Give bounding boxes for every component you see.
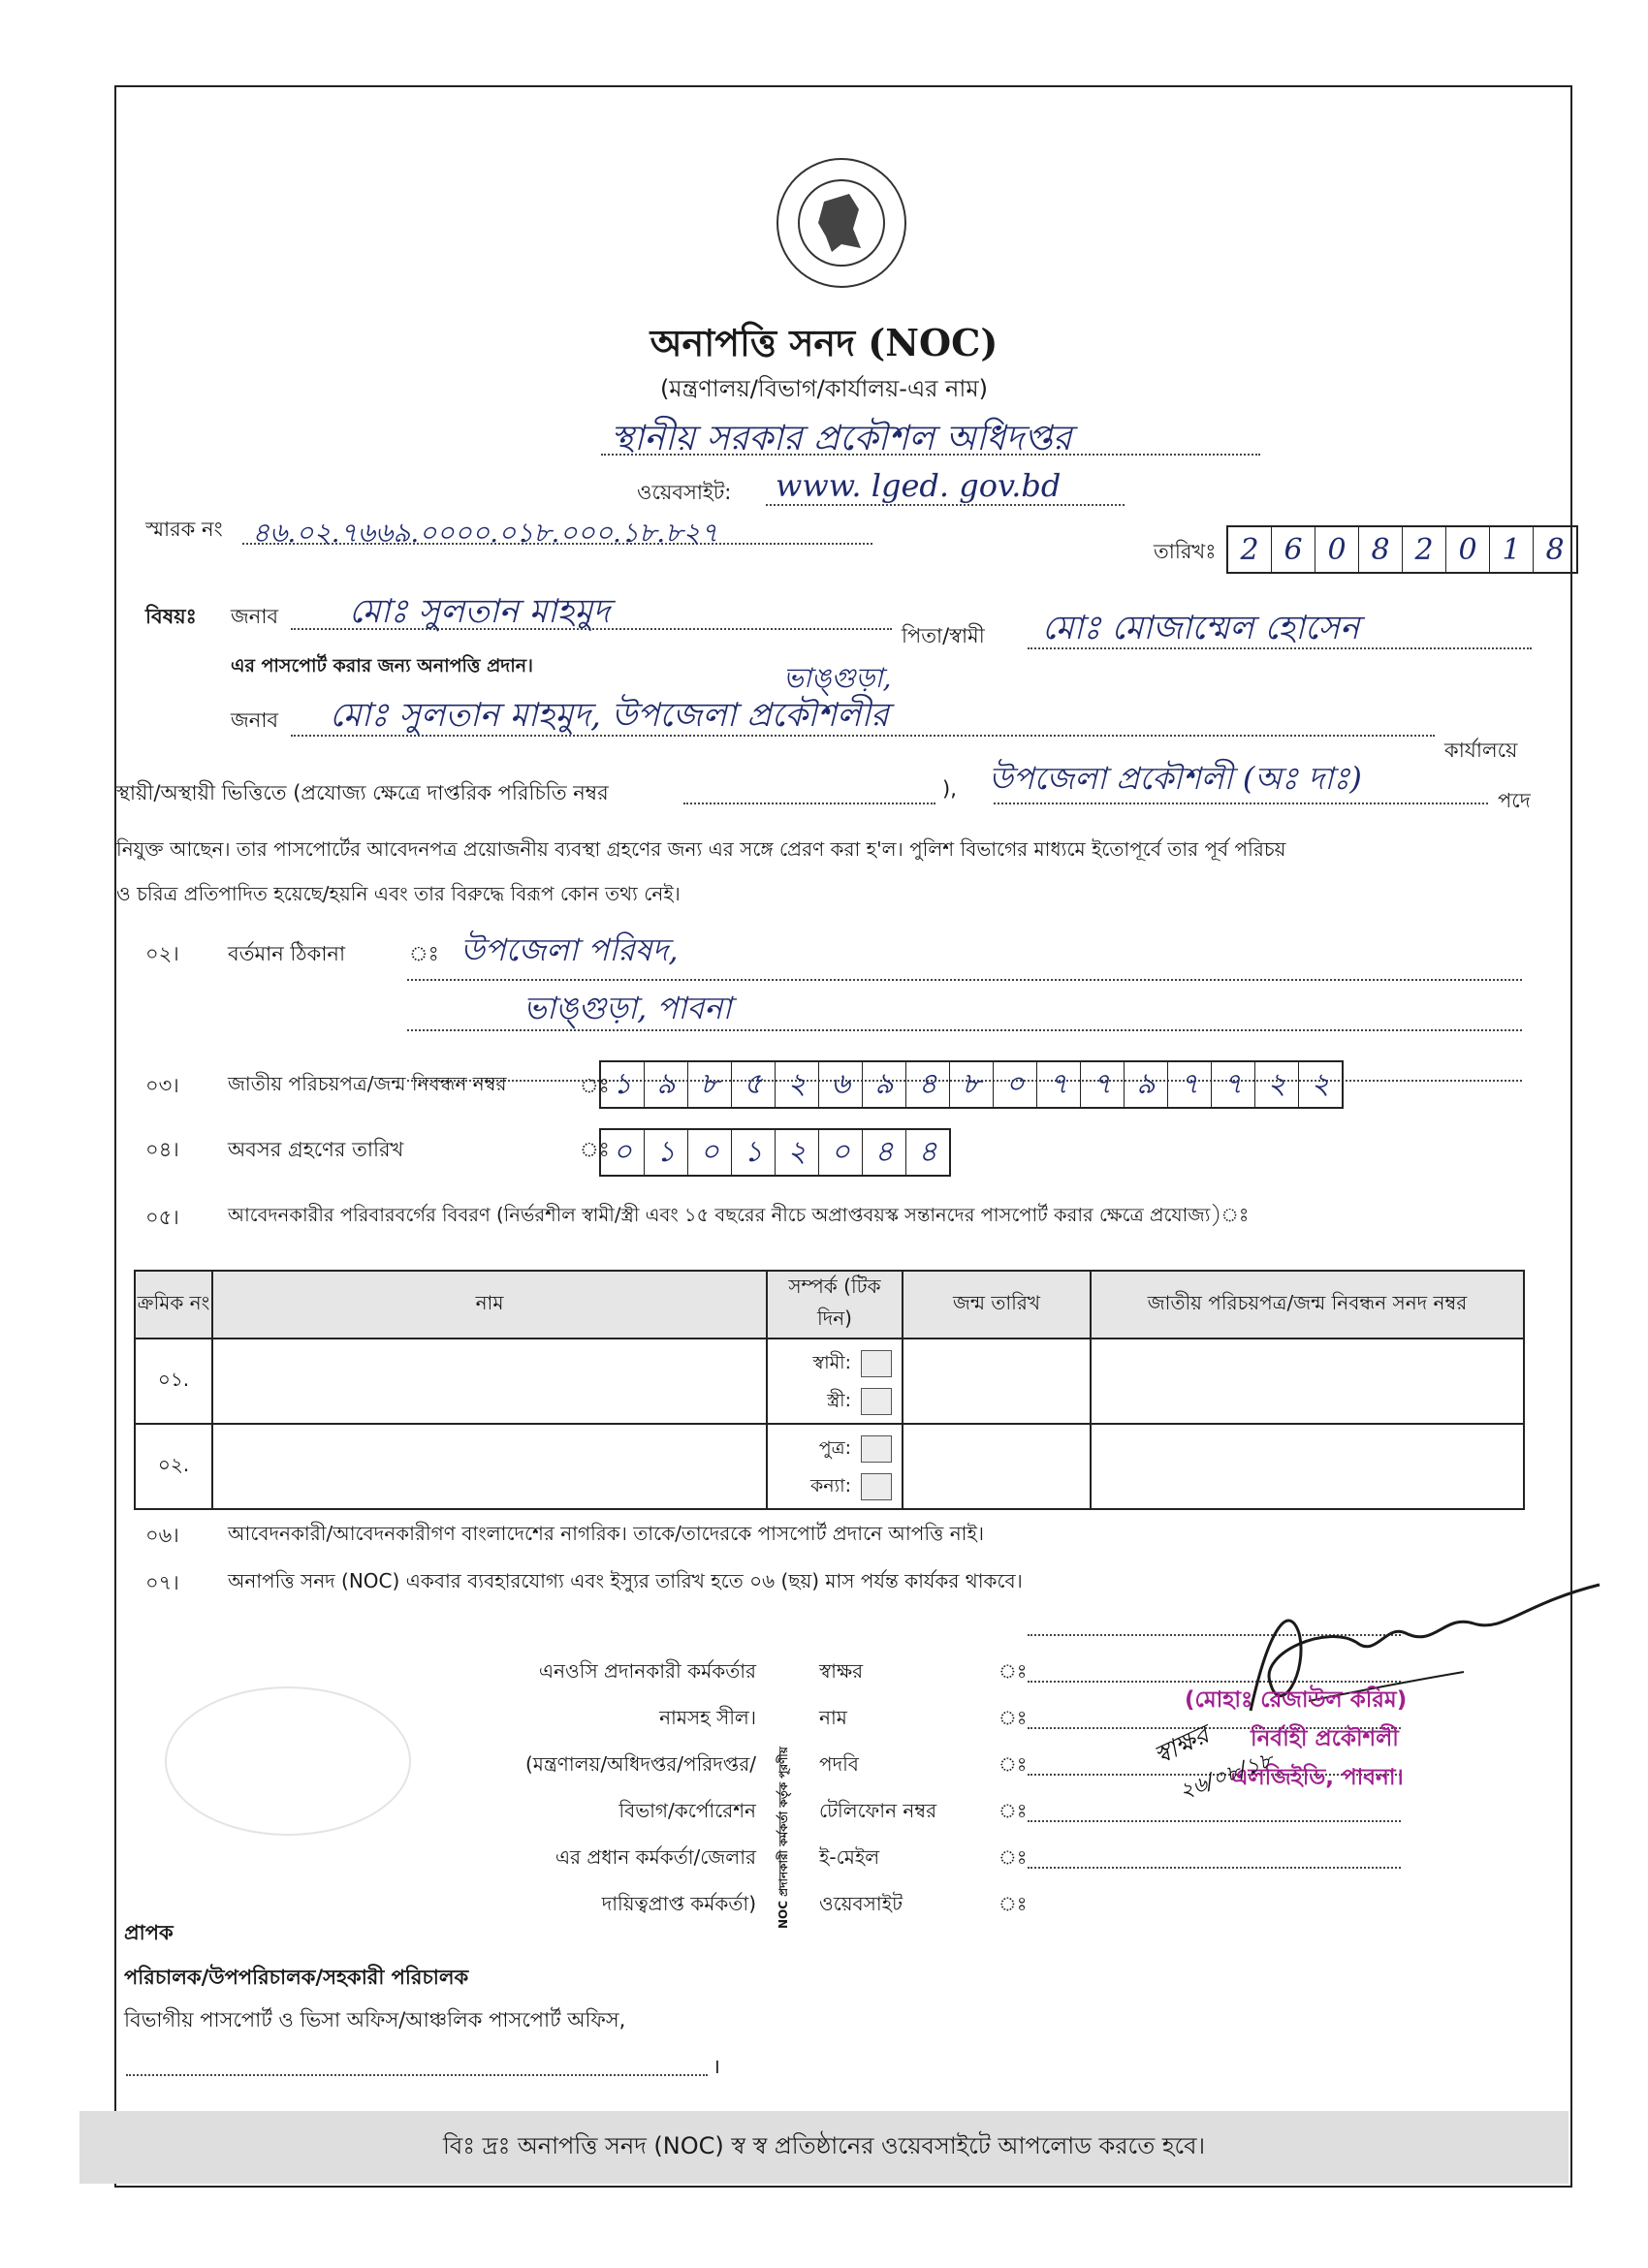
signatory-fields: স্বাক্ষর ঃ নাম ঃ পদবি ঃ টেলিফোন নম্বর ঃ ই-মেইল ঃ ওয়েবসাইট ঃ — [819, 1648, 1546, 1927]
website-value: www. lged. gov.bd — [776, 467, 1062, 504]
body-mr-label: জনাব — [231, 709, 279, 732]
nid-digit: ২ — [775, 1062, 818, 1107]
website-field[interactable] — [1028, 1867, 1401, 1869]
signature-scrawl: স্বাক্ষর — [1149, 1720, 1214, 1772]
relation-label: স্বামী: — [812, 1352, 851, 1373]
item-07-text: অনাপত্তি সনদ (NOC) একবার ব্যবহারযোগ্য এবং ইস্যুর তারিখ হতে ০৬ (ছয়) মাস পর্যন্ত কার্যকর থাকবে। — [228, 1569, 1023, 1592]
table-row — [135, 1424, 1524, 1509]
relation-label: স্ত্রী: — [827, 1390, 851, 1411]
nid-digit: ৮ — [687, 1062, 731, 1107]
retire-digit: ৪ — [862, 1130, 905, 1175]
table-row — [135, 1339, 1524, 1424]
recipient-line1: পরিচালক/উপপরিচালক/সহকারী পরিচালক — [124, 1966, 469, 1989]
row-serial: ০১. — [135, 1339, 212, 1424]
retire-digit: ২ — [775, 1130, 818, 1175]
col-birthdate: জন্ম তারিখ — [903, 1271, 1091, 1339]
row-birthdate-cell[interactable] — [903, 1424, 1091, 1509]
nid-digit: ২ — [1254, 1062, 1298, 1107]
body-line4: ও চরিত্র প্রতিপাদিত হয়েছে/হয়নি এবং তার বিরুদ্ধে বিরূপ কোন তথ্য নেই। — [116, 882, 681, 905]
signatory-left-line: এনওসি প্রদানকারী কর্মকর্তার — [538, 1659, 756, 1683]
website-label: ওয়েবসাইট: — [637, 481, 732, 504]
footer-note: বিঃ দ্রঃ অনাপত্তি সনদ (NOC) স্ব স্ব প্রতিষ্ঠানের ওয়েবসাইটে আপলোড করতে হবে। — [442, 2131, 1206, 2159]
recipient-line2: বিভাগীয় পাসপোর্ট ও ভিসা অফিস/আঞ্চলিক পাসপোর্ট অফিস, — [124, 2008, 626, 2032]
nid-digit: ৯ — [644, 1062, 687, 1107]
retire-digit: ৪ — [905, 1130, 949, 1175]
col-relation: সম্পর্ক (টিক দিন) — [767, 1271, 903, 1339]
col-name: নাম — [212, 1271, 767, 1339]
government-seal — [764, 155, 919, 291]
row-nid-cell[interactable] — [1091, 1424, 1524, 1509]
item-03-label: জাতীয় পরিচয়পত্র/জন্ম নিবন্ধন নম্বর — [228, 1072, 507, 1095]
nid-digit: ৬ — [818, 1062, 862, 1107]
col-serial: ক্রমিক নং — [135, 1271, 212, 1339]
signatory-left-line: (মন্ত্রণালয়/অধিদপ্তর/পরিদপ্তর/ — [524, 1752, 756, 1776]
col-nid: জাতীয় পরিচয়পত্র/জন্ম নিবন্ধন সনদ নম্বর — [1091, 1271, 1524, 1339]
post-suffix: পদে — [1498, 789, 1531, 812]
faded-round-stamp — [165, 1686, 411, 1836]
date-label: তারিখঃ — [1154, 540, 1217, 563]
retirement-date-boxes — [599, 1128, 951, 1177]
row-relation-cell — [767, 1339, 903, 1424]
row-nid-cell[interactable] — [1091, 1339, 1524, 1424]
relation-label: কন্যা: — [809, 1475, 851, 1496]
relation-checkbox[interactable] — [861, 1388, 892, 1415]
item-05-number: ০৫। — [145, 1206, 179, 1229]
nid-boxes — [599, 1060, 1344, 1109]
item-04-number: ০৪। — [145, 1138, 179, 1161]
item-03-number: ০৩। — [145, 1074, 179, 1097]
date-digit: 0 — [1315, 527, 1358, 572]
signature-date: ২৬/০৮/১৮ — [1176, 1748, 1277, 1805]
website-line — [766, 504, 1125, 506]
relation-checkbox[interactable] — [861, 1350, 892, 1377]
nid-digit: ৭ — [1036, 1062, 1080, 1107]
retire-digit: ১ — [644, 1130, 687, 1175]
item-02-colon: ঃ — [409, 942, 439, 965]
row-name-cell[interactable] — [212, 1424, 767, 1509]
memo-number: ৪৬.০২.৭৬৬৯.০০০০.০১৮.০০০.১৮.৮২৭ — [252, 517, 718, 549]
family-table-header — [135, 1271, 1524, 1339]
item-04-label: অবসর গ্রহণের তারিখ — [228, 1138, 404, 1161]
body-line3: নিযুক্ত আছেন। তার পাসপোর্টের আবেদনপত্র প্রয়োজনীয় ব্যবস্থা গ্রহণের জন্য এর সঙ্গে প্রেরণ করা হ'ল। পুলিশ বিভাগের মাধ্যমে ইতোপূর্বে তার পূর্ব পরিচয় — [116, 837, 1286, 861]
recipient-office-line — [126, 2074, 708, 2076]
subject-purpose: এর পাসপোর্ট করার জন্য অনাপত্তি প্রদান। — [231, 655, 533, 677]
office-name: স্থানীয় সরকার প্রকৌশল অধিদপ্তর — [611, 419, 1072, 458]
address-line2: ভাঙ্গুড়া, পাবনা — [523, 990, 732, 1026]
row-name-cell[interactable] — [212, 1339, 767, 1424]
retire-digit: ০ — [818, 1130, 862, 1175]
row-relation-cell — [767, 1424, 903, 1509]
signatory-left-block — [427, 1648, 756, 1927]
office-suffix: কার্যালয়ে — [1444, 739, 1518, 762]
item-07-number: ০৭। — [145, 1571, 179, 1594]
father-label: পিতা/স্বামী — [902, 624, 985, 647]
address-line-1 — [407, 979, 1522, 981]
date-digit: 0 — [1445, 527, 1489, 572]
email-field[interactable] — [1028, 1820, 1401, 1822]
relation-checkbox[interactable] — [861, 1473, 892, 1500]
address-line1: উপজেলা পরিষদ, — [460, 931, 679, 968]
body-name-office: মোঃ সুলতান মাহমুদ, উপজেলা প্রকৌশলীর — [330, 696, 889, 735]
retire-digit: ১ — [731, 1130, 775, 1175]
nid-digit: ৯ — [1124, 1062, 1167, 1107]
page-subtitle: (মন্ত্রণালয়/বিভাগ/কার্যালয়-এর নাম) — [659, 375, 989, 402]
row-serial: ০২. — [135, 1424, 212, 1509]
date-digit: 2 — [1402, 527, 1445, 572]
nid-digit: ৭ — [1211, 1062, 1254, 1107]
vertical-label: NOC প্রদানকারী কর্মকর্তা কর্তৃক পূরণীয় — [776, 1747, 790, 1929]
subject-name: মোঃ সুলতান মাহমুদ — [349, 592, 611, 631]
item-04-colon: ঃ — [580, 1138, 610, 1161]
item-06-number: ০৬। — [145, 1524, 179, 1547]
field-label: স্বাক্ষর — [819, 1659, 864, 1683]
nid-digit: ৪ — [905, 1062, 949, 1107]
item-02-label: বর্তমান ঠিকানা — [228, 942, 346, 965]
signatory-left-line: এর প্রধান কর্মকর্তা/জেলার — [555, 1845, 756, 1869]
body-line2-prefix: স্থায়ী/অস্থায়ী ভিত্তিতে (প্রযোজ্য ক্ষেত্রে দাপ্তরিক পরিচিতি নম্বর — [116, 781, 609, 804]
recipient-label: প্রাপক — [124, 1921, 174, 1944]
nid-digit: ৭ — [1167, 1062, 1211, 1107]
stamp-line2: নির্বাহী প্রকৌশলী — [1251, 1726, 1399, 1751]
date-digit: 8 — [1533, 527, 1576, 572]
body-insert-text: ভাঙ্গুড়া, — [783, 662, 892, 694]
retire-digit: ০ — [687, 1130, 731, 1175]
item-05-label: আবেদনকারীর পরিবারবর্গের বিবরণ (নির্ভরশীল স্বামী/স্ত্রী এবং ১৫ বছরের নীচে অপ্রাপ্তবয়স্ক সন্তানদের পাসপোর্ট করার ক্ষেত্রে প্রযোজ্য)ঃ — [228, 1204, 1250, 1226]
field-label: নাম — [819, 1706, 847, 1729]
date-digit: 6 — [1271, 527, 1315, 572]
body-id-line — [683, 803, 935, 804]
field-label: ওয়েবসাইট — [819, 1892, 903, 1915]
nid-digit: ৯ — [862, 1062, 905, 1107]
date-digit: 1 — [1489, 527, 1533, 572]
page-title: অনাপত্তি সনদ (NOC) — [650, 321, 998, 364]
nid-digit: ৫ — [731, 1062, 775, 1107]
stamp-line3: এলজিইডি, পাবনা। — [1231, 1765, 1404, 1790]
body-line2-close: ), — [942, 777, 957, 801]
date-boxes — [1226, 525, 1578, 574]
vertical-label-box — [776, 1638, 807, 1929]
retire-digit: ০ — [613, 1134, 632, 1169]
footer-note-bar — [79, 2111, 1569, 2184]
row-birthdate-cell[interactable] — [903, 1339, 1091, 1424]
relation-label: পুত্র: — [818, 1437, 851, 1459]
stamp-line1: (মোহাঃ রেজাউল করিম) — [1185, 1687, 1408, 1713]
nid-digit: ৮ — [949, 1062, 993, 1107]
signatory-left-line: নামসহ সীল। — [659, 1706, 756, 1729]
subject-mr-label: জনাব — [231, 605, 279, 628]
field-label: পদবি — [819, 1752, 859, 1776]
recipient-line3-end: । — [713, 2055, 720, 2078]
memo-label: স্মারক নং — [145, 518, 223, 541]
nid-digit: ০ — [993, 1062, 1036, 1107]
father-name: মোঃ মোজাম্মেল হোসেন — [1042, 609, 1360, 647]
relation-checkbox[interactable] — [861, 1435, 892, 1463]
field-label: ই-মেইল — [819, 1845, 880, 1869]
date-digit: 8 — [1358, 527, 1402, 572]
item-02-number: ০২। — [145, 942, 179, 965]
signatory-left-line: দায়িত্বপ্রাপ্ত কর্মকর্তা) — [601, 1892, 756, 1915]
nid-digit: ২ — [1298, 1062, 1342, 1107]
field-label: টেলিফোন নম্বর — [819, 1799, 937, 1822]
item-03-colon: ঃ — [580, 1074, 610, 1097]
date-digit: 2 — [1240, 532, 1259, 567]
designation: উপজেলা প্রকৌশলী (অঃ দাঃ) — [989, 760, 1362, 797]
subject-label: বিষয়ঃ — [145, 605, 197, 628]
nid-digit: ১ — [613, 1066, 632, 1101]
signatory-left-line: বিভাগ/কর্পোরেশন — [618, 1799, 756, 1822]
family-table — [134, 1270, 1525, 1510]
nid-digit: ৭ — [1080, 1062, 1124, 1107]
item-06-text: আবেদনকারী/আবেদনকারীগণ বাংলাদেশের নাগরিক। তাকে/তাদেরকে পাসপোর্ট প্রদানে আপত্তি নাই। — [228, 1522, 985, 1545]
